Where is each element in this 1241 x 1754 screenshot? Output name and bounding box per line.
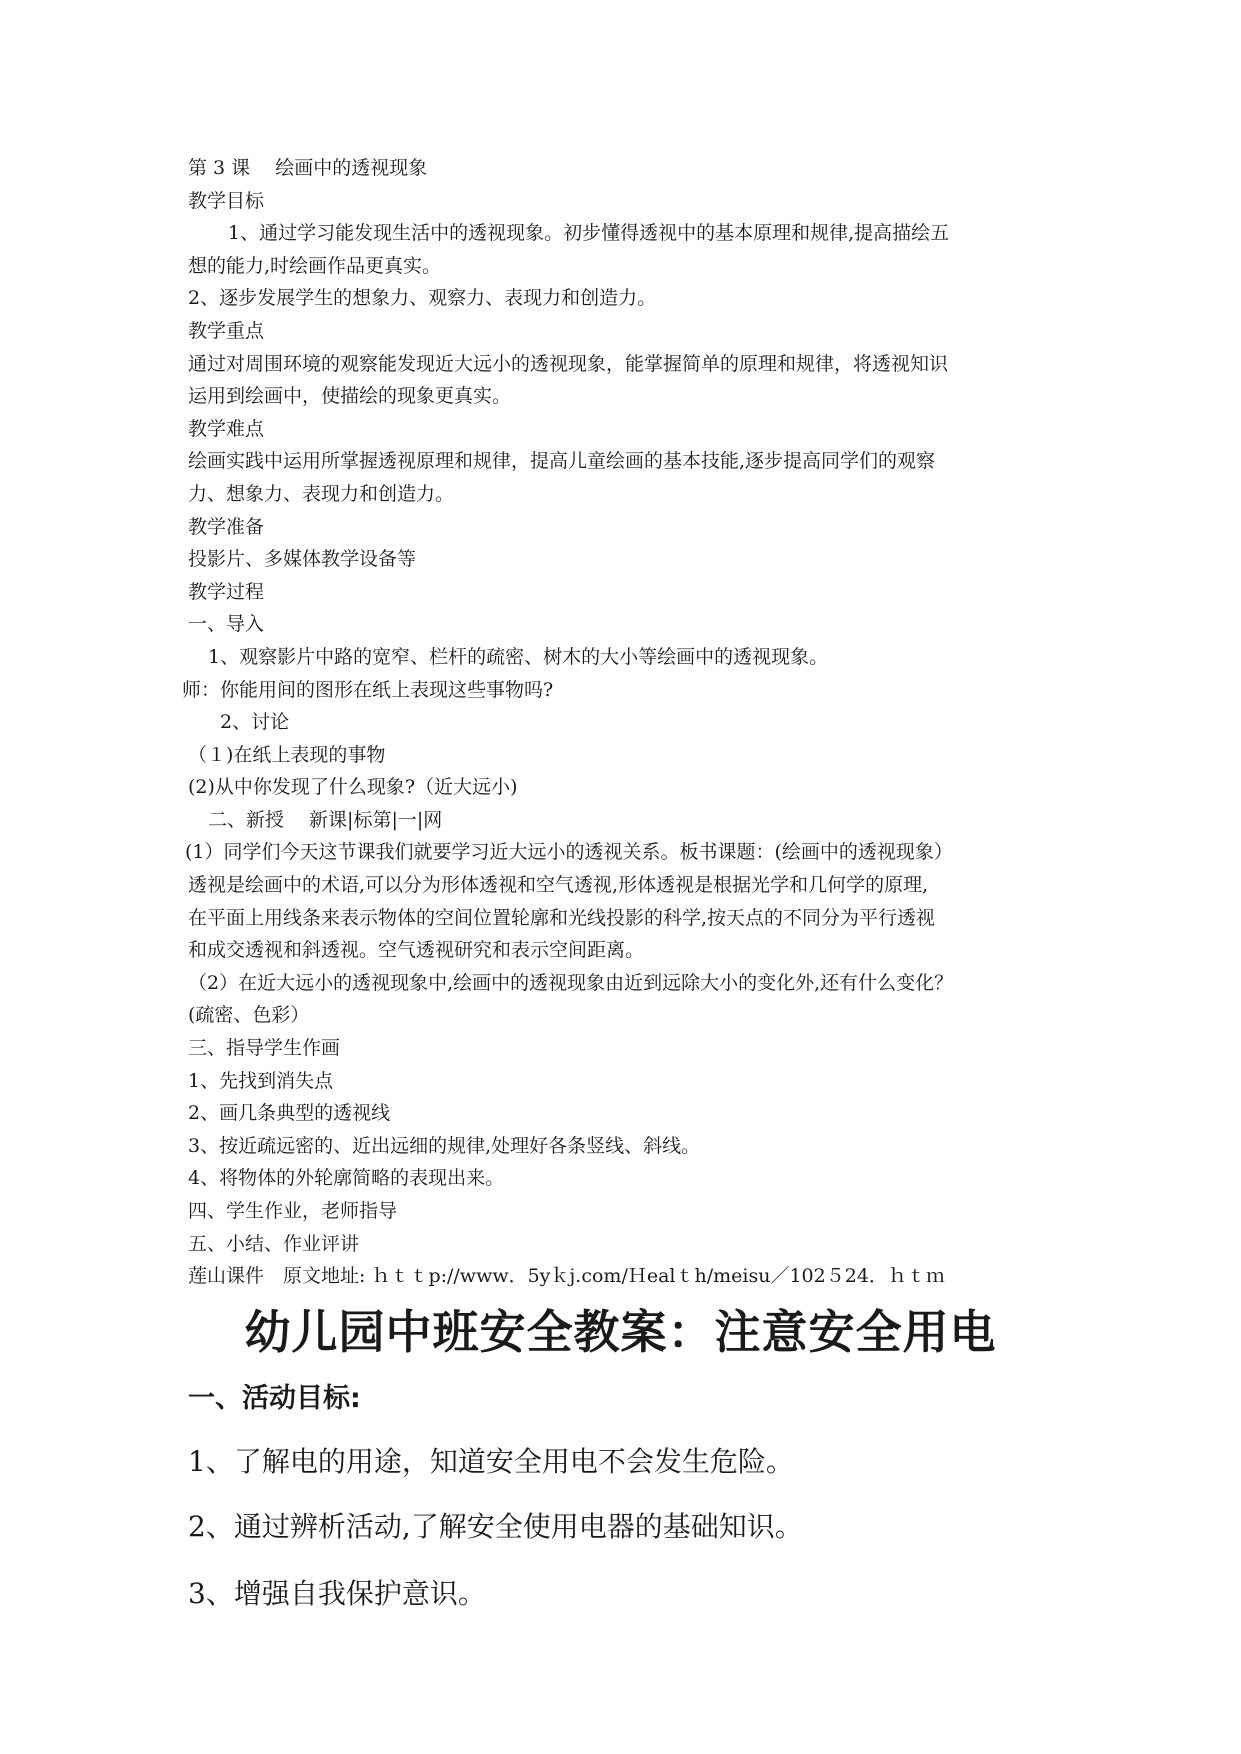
paragraph-line: 2、画几条典型的透视线 <box>188 1102 391 1125</box>
section-heading: 五、小结、作业评讲 <box>188 1232 360 1255</box>
paragraph-line: 二、新授 新课|标第|一|网 <box>208 808 443 831</box>
paragraph-line: (疏密、色彩） <box>188 1004 310 1027</box>
paragraph-line: 师：你能用间的图形在纸上表现这些事物吗? <box>182 678 554 701</box>
paragraph-line: 3、按近疏远密的、近出远细的规律,处理好各条竖线、斜线。 <box>188 1134 701 1157</box>
paragraph-line: 在平面上用线条来表示物体的空间位置轮廓和光线投影的科学,按天点的不同分为平行透视 <box>188 906 936 929</box>
paragraph-line: 绘画实践中运用所掌握透视原理和规律，提高儿童绘画的基本技能,逐步提高同学们的观察 <box>188 450 936 473</box>
paragraph-line: 和成交透视和斜透视。空气透视研究和表示空间距离。 <box>188 939 645 962</box>
section-heading: 教学准备 <box>188 515 265 538</box>
goal-item: 3、增强自我保护意识。 <box>188 1577 486 1610</box>
paragraph-line: （2）在近大远小的透视现象中,绘画中的透视现象由近到远除大小的变化外,还有什么变化？ <box>188 971 954 994</box>
lesson-title: 第 3 课 绘画中的透视现象 <box>188 157 428 179</box>
lesson-plan-text <box>182 152 1058 1293</box>
paragraph-line: 力、想象力、表现力和创造力。 <box>188 482 455 505</box>
paragraph-line: 1、通过学习能发现生活中的透视现象。初步懂得透视中的基本原理和规律,提高描绘五 <box>228 222 950 245</box>
section-heading: 四、学生作业，老师指导 <box>188 1200 398 1222</box>
section-heading: 教学目标 <box>188 189 265 212</box>
section-heading: 教学过程 <box>188 580 265 603</box>
paragraph-line: 透视是绘画中的术语,可以分为形体透视和空气透视,形体透视是根据光学和几何学的原理, <box>188 874 929 897</box>
paragraph-line: 1、先找到消失点 <box>188 1069 334 1092</box>
paragraph-line: 投影片、多媒体教学设备等 <box>188 548 417 571</box>
safety-lesson-title: 幼儿园中班安全教案：注意安全用电 <box>244 1305 997 1359</box>
paragraph-line: 2、逐步发展学生的想象力、观察力、表现力和创造力。 <box>188 287 657 310</box>
paragraph-line: 想的能力,时绘画作品更真实。 <box>188 254 442 277</box>
source-line: 莲山课件 原文地址: ｈｔｔp://www．5yｋj.com/Ｈealｔh/meisu／102５24．ｈｔｍ <box>188 1265 945 1288</box>
paragraph-line: （１)在纸上表现的事物 <box>188 743 386 766</box>
paragraph-line: 运用到绘画中，使描绘的现象更真实。 <box>188 385 512 408</box>
paragraph-line: 2、讨论 <box>220 711 290 734</box>
goal-item: 1、了解电的用途，知道安全用电不会发生危险。 <box>188 1445 794 1478</box>
paragraph-line: 一、导入 <box>188 613 265 636</box>
paragraph-line: (1）同学们今天这节课我们就要学习近大远小的透视关系。板书课题：(绘画中的透视现象） <box>185 841 953 864</box>
section-heading: 教学重点 <box>188 319 265 342</box>
activity-goals-heading: 一、活动目标: <box>188 1383 361 1414</box>
paragraph-line: 1、观察影片中路的宽窄、栏杆的疏密、树木的大小等绘画中的透视现象。 <box>208 645 829 668</box>
goal-item: 2、通过辨析活动,了解安全使用电器的基础知识。 <box>188 1510 803 1543</box>
paragraph-line: 4、将物体的外轮廓简略的表现出来。 <box>188 1167 505 1190</box>
section-heading: 三、指导学生作画 <box>188 1037 341 1060</box>
paragraph-line: 通过对周围环境的观察能发现近大远小的透视现象，能掌握简单的原理和规律，将透视知识 <box>188 352 949 375</box>
section-heading: 教学难点 <box>188 417 265 440</box>
paragraph-line: (2)从中你发现了什么现象?（近大远小) <box>188 776 518 799</box>
